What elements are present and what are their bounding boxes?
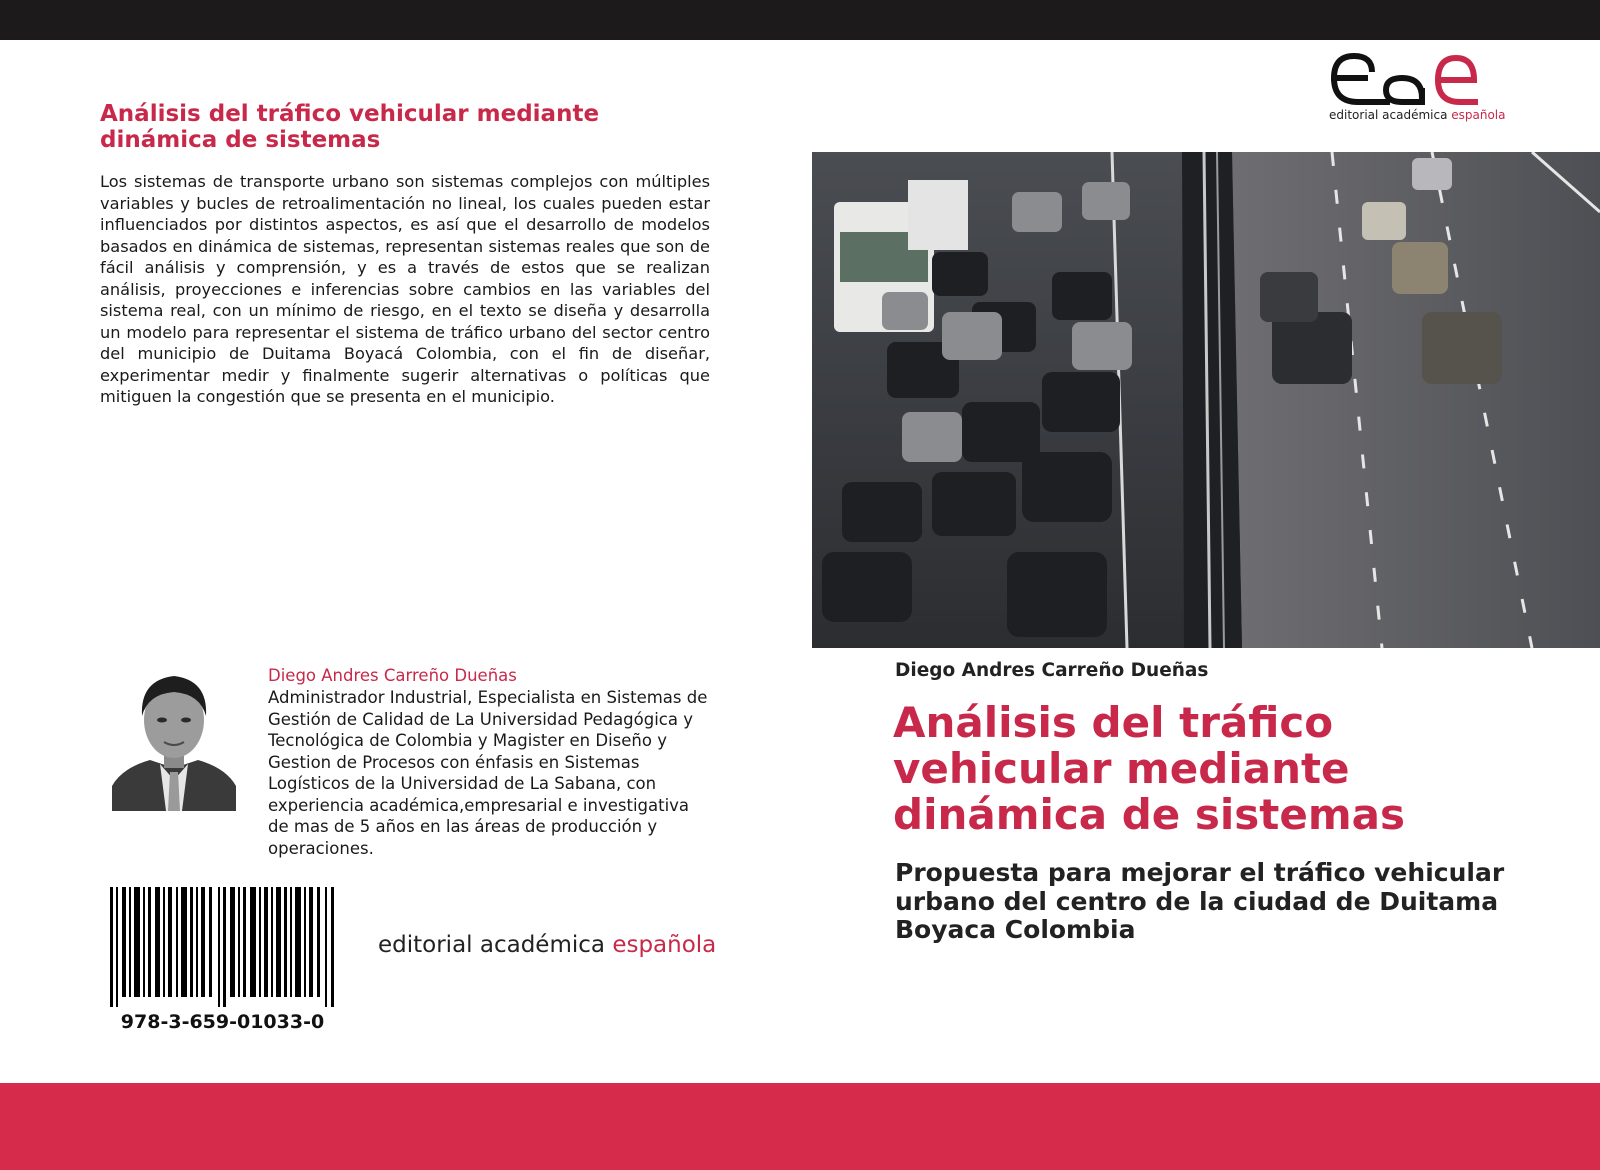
front-cover-title: Análisis del tráfico vehicular mediante dinámica de sistemas — [893, 698, 1405, 839]
publisher-name-main: editorial académica — [378, 932, 613, 958]
logo-caption — [1329, 108, 1506, 122]
back-author-name: Diego Andres Carreño Dueñas — [268, 666, 517, 685]
publisher-name-back — [378, 932, 716, 958]
isbn-number: 978-3-659-01033-0 — [120, 1011, 325, 1033]
bottom-band — [0, 1083, 1600, 1170]
author-bio: Administrador Industrial, Especialista en Sistemas de Gestión de Calidad de La Universidad Pedagógica y Tecnológica de Colombia y Magister en Diseño y Gestion de Procesos con énfasis en Sistemas Logísticos de la Universidad de La Sabana, con experiencia académica,empresarial e investigativa de mas de 5 años en las áreas de producción y operaciones. — [268, 688, 708, 858]
back-cover-description: Los sistemas de transporte urbano son sistemas complejos con múltiples variables y bucles de retroalimentación no lineal, los cuales pueden estar influenciados por distintos aspectos, es así que el desarrollo de modelos basados en dinámica de sistemas, representan sistemas reales que son de fácil análisis y comprensión, y es a través de estos que se realizan análisis, proyecciones e inferencias sobre cambios en las variables del sistema real, con un mínimo de riesgo, en el texto se diseña y desarrolla un modelo para representar el sistema de tráfico urbano del sector centro del municipio de Duitama Boyacá Colombia, con el fin de diseñar, experimentar medir y finalmente sugerir alternativas o políticas que mitiguen la congestión que se presenta en el municipio. — [100, 172, 710, 406]
barcode — [110, 887, 335, 1007]
front-author-name: Diego Andres Carreño Dueñas — [895, 660, 1209, 681]
traffic-photo — [812, 152, 1600, 648]
logo-caption-accent: española — [1451, 108, 1506, 122]
back-cover-title: Análisis del tráfico vehicular mediante dinámica de sistemas — [100, 101, 600, 153]
top-band — [0, 0, 1600, 40]
logo-caption-main: editorial académica — [1329, 108, 1452, 122]
author-photo — [112, 668, 236, 811]
front-cover-subtitle: Propuesta para mejorar el tráfico vehicular urbano del centro de la ciudad de Duitama Boyaca Colombia — [895, 858, 1505, 944]
publisher-name-accent: española — [612, 932, 717, 958]
